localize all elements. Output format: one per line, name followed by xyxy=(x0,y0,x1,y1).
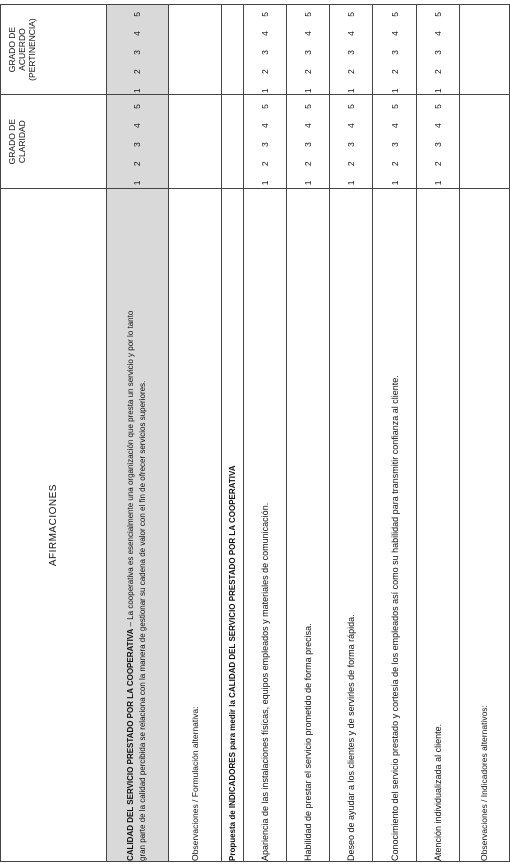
header-claridad-line: GRADO DE xyxy=(7,119,17,165)
validation-table xyxy=(0,4,510,862)
header-row xyxy=(1,5,107,862)
dimension-line-2: gran parte de la calidad percibida se relaciona con la manera de gestionar su cadena de valor con el fin de ofrecer servicios superiores. xyxy=(138,380,148,861)
acuerdo-scale: 1 2 3 4 5 xyxy=(330,5,373,95)
acuerdo-scale: 1 2 3 4 5 xyxy=(244,5,287,95)
claridad-scale: 1 2 3 4 5 xyxy=(330,95,373,189)
empty-cell xyxy=(221,5,244,95)
claridad-scale: 1 2 3 4 5 xyxy=(244,95,287,189)
propuesta-row xyxy=(221,5,244,862)
empty-cell xyxy=(459,95,509,189)
claridad-scale: 1 2 3 4 5 xyxy=(106,95,169,189)
claridad-scale: 1 2 3 4 5 xyxy=(416,95,459,189)
header-acuerdo-line: (PERTINENCIA) xyxy=(27,18,37,81)
header-acuerdo-line: ACUERDO xyxy=(17,28,27,71)
indicator-text: Conocimiento del servicio prestado y cortesía de los empleados así como su habilidad para transmitir confianza al cliente. xyxy=(373,189,416,862)
indicator-row xyxy=(330,5,373,862)
claridad-scale: 1 2 3 4 5 xyxy=(373,95,416,189)
dimension-row xyxy=(106,5,169,862)
empty-cell xyxy=(169,95,221,189)
observaciones-label: Observaciones / Formulación alternativa: xyxy=(169,189,221,862)
indicator-row xyxy=(373,5,416,862)
dimension-line-1-rest: – La cooperativa es esencialmente una organización que presta un servicio y por lo tanto xyxy=(126,310,136,629)
empty-cell xyxy=(169,5,221,95)
indicator-row xyxy=(244,5,287,862)
dimension-description xyxy=(106,189,169,862)
acuerdo-scale: 1 2 3 4 5 xyxy=(287,5,330,95)
header-afirmaciones: AFIRMACIONES xyxy=(1,189,107,862)
indicator-text: Deseo de ayudar a los clientes y de servirles de forma rápida. xyxy=(330,189,373,862)
acuerdo-scale: 1 2 3 4 5 xyxy=(373,5,416,95)
observaciones-row xyxy=(169,5,221,862)
observaciones-row xyxy=(459,5,509,862)
dimension-line-1 xyxy=(125,189,137,861)
empty-cell xyxy=(459,5,509,95)
dimension-title: CALIDAD DEL SERVICIO PRESTADO POR LA COOPERATIVA xyxy=(126,628,136,861)
propuesta-heading: Propuesta de INDICADORES para medir la CALIDAD DEL SERVICIO PRESTADO POR LA COOPERATIVA xyxy=(221,189,244,862)
observaciones-indicadores-label: Observaciones / Indicadores alternativos: xyxy=(459,189,509,862)
indicator-row xyxy=(287,5,330,862)
indicator-text: Atención individualizada al cliente. xyxy=(416,189,459,862)
indicator-text: Apariencia de las instalaciones físicas, equipos empleados y materiales de comunicación. xyxy=(244,189,287,862)
header-claridad xyxy=(1,95,107,189)
acuerdo-scale: 1 2 3 4 5 xyxy=(106,5,169,95)
header-acuerdo-line: GRADO DE xyxy=(7,26,17,73)
indicator-row xyxy=(416,5,459,862)
header-acuerdo xyxy=(1,5,107,95)
acuerdo-scale: 1 2 3 4 5 xyxy=(416,5,459,95)
empty-cell xyxy=(221,95,244,189)
header-claridad-line: CLARIDAD xyxy=(17,120,27,164)
indicator-text: Habilidad de prestar el servicio prometido de forma precisa. xyxy=(287,189,330,862)
claridad-scale: 1 2 3 4 5 xyxy=(287,95,330,189)
